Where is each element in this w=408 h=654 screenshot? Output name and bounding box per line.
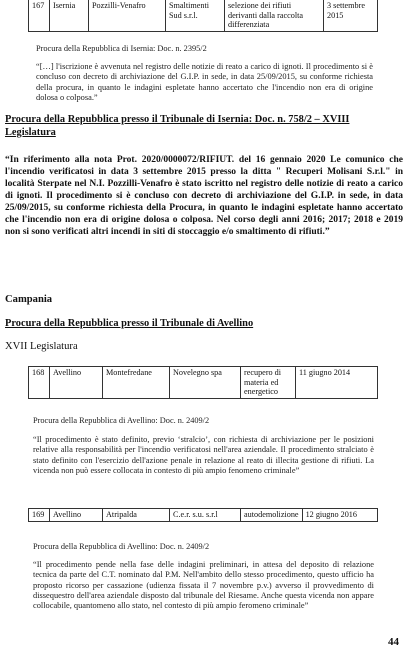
record-company: Novelegno spa (170, 367, 241, 399)
record-comune: Montefredane (103, 367, 170, 399)
record-date: 12 giugno 2016 (302, 509, 377, 522)
record-date: 3 settembre 2015 (324, 0, 378, 31)
source-reference: Procura della Repubblica di Avellino: Doc. n. 2409/2 (33, 416, 210, 425)
record-date: 11 giugno 2014 (296, 367, 378, 399)
table-row (29, 367, 378, 399)
record-table-167 (28, 0, 378, 32)
record-comune: Pozzilli-Venafro (89, 0, 166, 31)
section-heading: Procura della Repubblica presso il Tribunale di Isernia: Doc. n. 758/2 – XVIII Legislatura (5, 114, 350, 138)
record-number: 167 (29, 0, 50, 31)
record-number: 169 (29, 509, 50, 522)
region-heading: Campania (5, 294, 53, 305)
record-activity: selezione dei rifiuti derivanti dalla raccolta differenziata (225, 0, 324, 31)
legislatura-label: XVII Legislatura (5, 341, 78, 352)
record-province: Avellino (50, 509, 103, 522)
record-comune: Atripalda (103, 509, 170, 522)
table-row (29, 509, 378, 522)
quote-block-bold: “In riferimento alla nota Prot. 2020/0000072/RIFIUT. del 16 gennaio 2020 Le comunico che l'incendio verificatosi in data 3 settembre 2015 presso la ditta " Recuperi Molisani S.r.l." in località Sterpate nel N.I. Pozzilli-Venafro è stato iscritto nel registro delle notizie di reato a carico di ignoti. Il procedimento si è concluso con decreto di archiviazione del G.I.P. in sede, in data 25/09/2015, su conforme richiesta della Procura, in quanto le indagini espletate hanno accertato che l'incendio non era di origine dolosa o colposa. Nel corso degli anni 2016; 2017; 2018 e 2019 non si sono verificati altri incendi in siti di stoccaggio e/o smaltimento di rifiuti.” (5, 155, 403, 237)
record-table-168 (28, 366, 378, 399)
quote-block: “Il procedimento pende nella fase delle indagini preliminari, in attesa del deposito di relazione tecnica da parte del C.T. nominato dal P.M. Nell'ambito dello stesso procedimento, questo ufficio ha proposto ricorso per cassazione (udienza fissata il 7 novembre p.v.) avverso il provvedimento di dissequestro dell'area aziendale disposto dal tribunale del Riesame. Anche questa vicenda non appare collocabile, quantomeno allo stato, nel contesto di più ampio feromeno criminale” (33, 560, 374, 611)
quote-block: “Il procedimento è stato definito, previo ‘stralcio’, con richiesta di archiviazione per le posizioni relative alla responsabilità per l'incendio verificatosi nell'area aziendale. Il procedimento stralciato è stato definito con l'esercizio dell'azione penale in relazione al reato di illecita gestione di rifiuti. La vicenda non può essere collocata in contesto di più ampio fenomeno criminale” (33, 435, 374, 475)
record-number: 168 (29, 367, 50, 399)
record-company: C.e.r. s.u. s.r.l (170, 509, 241, 522)
record-province: Avellino (50, 367, 103, 399)
record-activity: recupero di materia ed energetico (241, 367, 296, 399)
source-reference: Procura della Repubblica di Avellino: Doc. n. 2409/2 (33, 542, 210, 551)
record-province: Isernia (50, 0, 89, 31)
page-number: 44 (388, 636, 399, 648)
section-heading: Procura della Repubblica presso il Tribunale di Avellino (5, 318, 254, 329)
source-reference: Procura della Repubblica di Isernia: Doc. n. 2395/2 (36, 44, 207, 53)
quote-block: “[…] l'iscrizione è avvenuta nel registro delle notizie di reato a carico di ignoti. Il procedimento si è concluso con decreto di archiviazione del G.I.P. in sede, in data 25/09/2015, su conforme richiesta della procura, in quanto le indagini espletate hanno accertato che l'incendio non era di origine dolosa o colposa.” (36, 62, 373, 102)
table-row (29, 0, 378, 31)
record-company: Smaltimenti Sud s.r.l. (166, 0, 225, 31)
record-table-169 (28, 508, 378, 522)
record-activity: autodemolizione (241, 509, 303, 522)
